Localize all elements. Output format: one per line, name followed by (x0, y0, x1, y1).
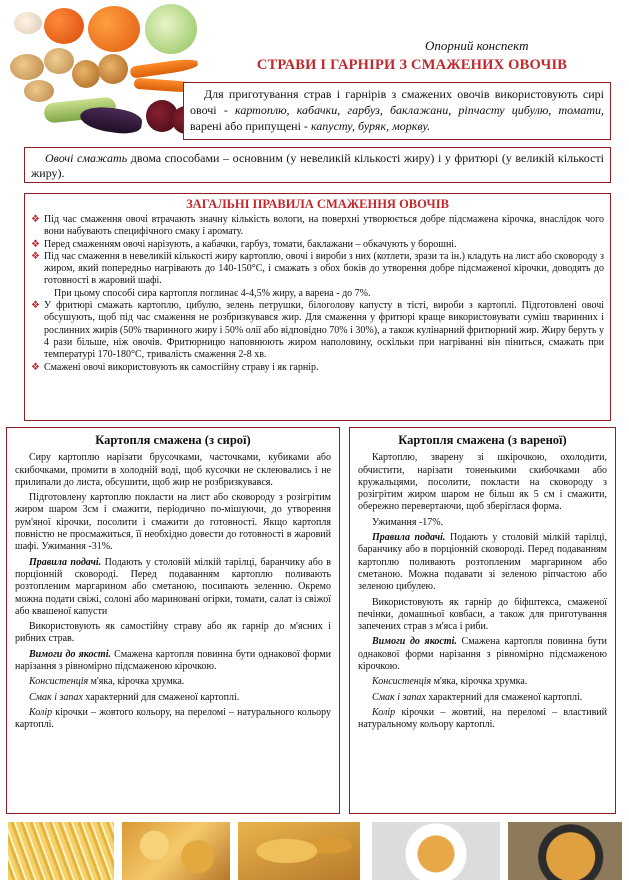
rule-item (31, 239, 604, 251)
rule-note: При цьому способі сира картопля поглинає 4-4,5% жиру, а варена - до 7%. (54, 287, 371, 299)
intro-box (183, 82, 611, 140)
recipe-paragraph: Картоплю, зварену зі шкірочкою, охолодити, обчистити, нарізати тоненькими скибочками або кружальцями, посолити, покласти на сковороду з розігрітим жиром шаром не більш як 5 см і смажити, обережно перевертаючи, щоб зберіглася форма. (358, 452, 607, 513)
quality-label: Вимоги до якості. (29, 648, 111, 660)
intro-boiled-vegetables: капусту, буряк, моркву. (310, 119, 431, 133)
intro-text-2: варені або припущені - (190, 119, 311, 133)
color (358, 707, 607, 732)
photo-skillet-potatoes (508, 822, 622, 880)
rule-text: Під час смаження в невеликій кількості жиру картоплю, овочі і вироби з них (котлети, зрази та ін.) кладуть на лист або сковороду з жиром, який попередньо нагрівають до 140-150°С, і смажать з обох боків до утворення добре підсмаженої кірочки, доводять до готовності в жаровий шафі. (44, 250, 604, 287)
quality-text: Смажена картопля повинна бути однакової форми нарізання з рівномірно підсмаженою кірочкою. (15, 648, 331, 673)
recipe-paragraph: Сиру картоплю нарізати брусочками, часточками, кубиками або скибочками, промити в холодній воді, щоб кусочки не склеювались і не прилипали до листа, обсушити, щоб жир не розбризкувався. (15, 452, 331, 488)
taste-smell (358, 692, 607, 704)
recipe-raw-potato (6, 427, 340, 814)
color-text: кірочки – жовтий, на переломі – властивий натуральному кольору картоплі. (358, 706, 607, 731)
intro-raw-vegetables: картоплю, кабачки, гарбуз, баклажани, ріпчасту цибулю, томати, (235, 103, 604, 117)
taste-text: характерний для смаженої картоплі. (82, 691, 240, 703)
vegetables-illustration (6, 2, 206, 142)
recipe-boiled-potato (349, 427, 616, 814)
recipe-title: Картопля смажена (з вареної) (398, 433, 567, 447)
recipe-paragraph: Використовують як гарнір до біфштекса, смаженої печінки, домашньої ковбаси, а також для приготування запечених страв з м'яса і риби. (358, 596, 607, 633)
document-subtitle: Опорний конспект (425, 38, 529, 53)
recipe-title: Картопля смажена (з сирої) (95, 433, 251, 447)
consistency-label: Консистенція (29, 676, 89, 688)
serving-label: Правила подачі. (372, 532, 446, 544)
consistency-text: м'яка, кірочка хрумка. (431, 676, 528, 688)
diamond-bullet-icon: ❖ (31, 300, 40, 312)
general-rules-box (24, 193, 611, 421)
color-text: кірочки – жовтого кольору, на переломі – натурального кольору картоплі. (15, 706, 331, 731)
rule-item (31, 251, 604, 300)
consistency (358, 676, 607, 688)
recipe-paragraph: Використовують як самостійну страву або як гарнір до м'ясних і рибних страв. (15, 621, 331, 645)
diamond-bullet-icon: ❖ (31, 361, 40, 373)
color-label: Колір (372, 706, 396, 718)
color (15, 707, 331, 732)
taste-label: Смак і запах (29, 691, 83, 703)
consistency (15, 676, 331, 688)
intro-text: Для приготування страв і гарнірів з смажених овочів використовують сирі овочі - (190, 87, 604, 117)
photo-fries (8, 822, 114, 880)
taste-smell (15, 692, 331, 704)
diamond-bullet-icon: ❖ (31, 250, 40, 262)
quality-text: Смажена картопля повинна бути однакової форми нарізання з рівномірно підсмаженою кірочкою. (358, 636, 607, 673)
consistency-label: Консистенція (372, 676, 432, 688)
rule-text: Під час смаження овочі втрачають значну кількість вологи, на поверхні утворюється добре підсмажена кірочка, внаслідок чого вони набувають специфічного смаку і аромату. (44, 214, 604, 238)
rule-text: Перед смаженням овочі нарізують, а кабачки, гарбуз, томати, баклажани – обкачують у борошні. (44, 238, 457, 250)
frying-methods-label: Овочі смажать (45, 151, 128, 165)
photo-plated-potatoes (372, 822, 500, 880)
general-rules-title: ЗАГАЛЬНІ ПРАВИЛА СМАЖЕННЯ ОВОЧІВ (186, 197, 449, 211)
rule-text: Смажені овочі використовують як самостійну страву і як гарнір. (44, 361, 319, 373)
diamond-bullet-icon: ❖ (31, 238, 40, 250)
recipe-paragraph: Ужимання -17%. (372, 516, 444, 528)
photo-potato-wedges (122, 822, 230, 880)
serving-rules (358, 532, 607, 593)
quality-requirements (15, 649, 331, 674)
taste-label: Смак і запах (372, 691, 426, 703)
rule-text: У фритюрі смажать картоплю, цибулю, зелень петрушки, білоголову капусту в тісті, вироби з картоплі. Підготовлені овочі обсушують, щоб під час смаження не розбризкувався жир. Для смаження у фритюрі краще використовувати суміш тваринних і рослинних жирів (50% тваринного жиру і 50% олії або відповідно 70% і 30%), а також кулінарний фритюрний жир. Жиру беруть у 4 рази більше, ніж овочів. Фритюрницю наповнюють жиром наполовину, оскільки при нагріванні він піниться, смажать при температурі 170-180°С, тривалість смаження 2-8 хв. (44, 300, 604, 361)
serving-label: Правила подачі. (29, 556, 102, 568)
frying-methods-text: двома способами – основним (у невеликій кількості жиру) і у фритюрі (у великій кількості жиру). (31, 151, 604, 180)
diamond-bullet-icon: ❖ (31, 214, 40, 225)
quality-requirements (358, 636, 607, 673)
frying-methods-box (24, 147, 611, 183)
taste-text: характерний для смаженої картоплі. (425, 691, 583, 703)
photo-fried-slices (238, 822, 360, 880)
serving-text: Подають у столовій мілкій тарілці, баранчику або в порціонній сковороді. Перед подаванням картоплю поливають розтопленим маргарином або сметаною, посипають зеленню. Окремо можна подати свіжі, солоні або мариновані огірки, томати, салат із свіжої або квашеної капусти (15, 556, 331, 617)
food-photos (0, 822, 629, 880)
recipe-paragraph: Підготовлену картоплю покласти на лист або сковороду з розігрітим жиром шаром 3см і смажити, періодично по-мішуючи, до утворення рум'яної кірочки, посолити і смажити до готовності. Якщо картопля повністю не просмажиться, її необхідно довести до готовності в жаровий шафі. Ужимання -31%. (15, 492, 331, 553)
page-title: СТРАВИ І ГАРНІРИ З СМАЖЕНИХ ОВОЧІВ (256, 57, 568, 73)
rule-item (31, 362, 604, 374)
consistency-text: м'яка, кірочка хрумка. (88, 676, 185, 688)
rule-item (31, 300, 604, 361)
color-label: Колір (29, 706, 53, 718)
quality-label: Вимоги до якості. (372, 636, 457, 648)
rule-item (31, 214, 604, 239)
serving-rules (15, 557, 331, 618)
serving-text: Подають у столовій мілкій тарілці, баранчику або в порціонній сковороді. Перед подаванням картоплю поливають розтопленим маргарином або сметаною. Можна подавати зі зеленою ріпчастою або зеленою цибулею. (358, 532, 608, 593)
